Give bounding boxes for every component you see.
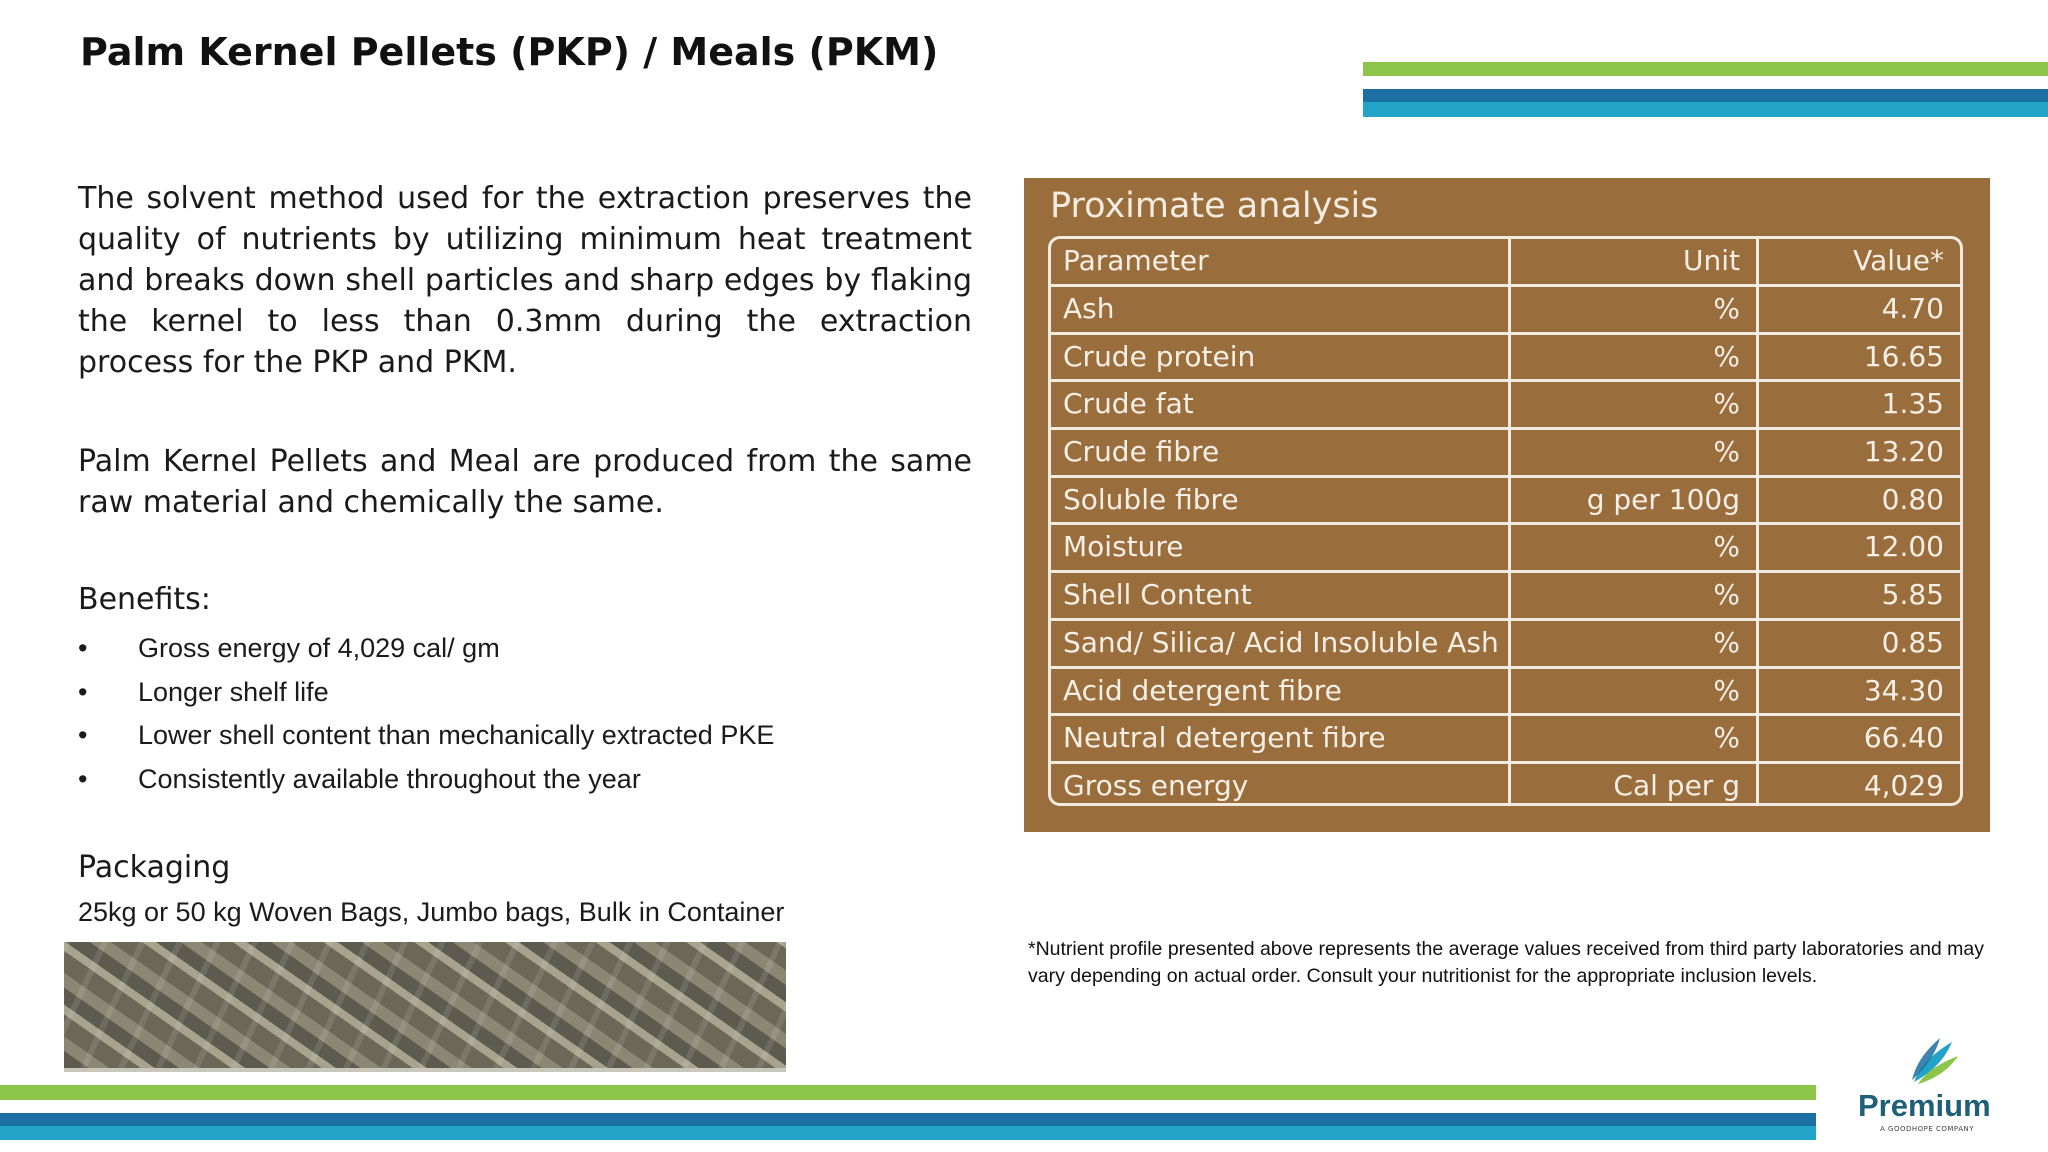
- table-header-row: [1051, 239, 1960, 284]
- unit-cell: %: [1511, 525, 1759, 570]
- top-green-stripe: [1363, 62, 2048, 76]
- parameter-cell: Acid detergent fibre: [1051, 669, 1511, 714]
- logo-tagline: A GOODHOPE COMPANY: [1880, 1125, 1975, 1133]
- footnote: *Nutrient profile presented above represents the average values received from third party laboratories and may vary depending on actual order. Consult your nutritionist for the appropriate inclusion levels.: [1028, 938, 1985, 987]
- parameter-cell: Gross energy: [1051, 764, 1511, 806]
- value-cell: 0.85: [1881, 625, 1944, 659]
- benefit-text: Consistently available throughout the year: [138, 763, 641, 794]
- proximate-analysis-panel: [1024, 178, 1990, 832]
- value-cell: 16.65: [1863, 339, 1944, 373]
- benefits-list: [78, 627, 838, 801]
- bottom-green-stripe: [0, 1085, 1816, 1100]
- header-parameter: Parameter: [1051, 239, 1511, 284]
- unit-cell: Cal per g: [1511, 764, 1759, 806]
- table-row: [1051, 618, 1960, 666]
- list-item: [78, 714, 838, 758]
- parameter-cell: Sand/ Silica/ Acid Insoluble Ash: [1051, 621, 1511, 666]
- parameter-cell: Crude fat: [1051, 382, 1511, 427]
- analysis-table: [1048, 236, 1963, 806]
- parameter-cell: Crude fibre: [1051, 430, 1511, 475]
- value-cell: 66.40: [1863, 721, 1944, 755]
- unit-cell: %: [1511, 716, 1759, 761]
- packaging-heading: Packaging: [78, 850, 231, 885]
- parameter-cell: Ash: [1051, 287, 1511, 332]
- parameter-cell: Neutral detergent fibre: [1051, 716, 1511, 761]
- unit-cell: %: [1511, 287, 1759, 332]
- leaf-icon: [1906, 1036, 1962, 1088]
- table-row: [1051, 570, 1960, 618]
- pellets-image: [64, 942, 786, 1072]
- parameter-cell: Crude protein: [1051, 335, 1511, 380]
- bullet-icon: •: [78, 720, 88, 750]
- value-cell: 4,029: [1863, 768, 1944, 802]
- top-teal-stripe: [1363, 102, 2048, 117]
- intro-paragraph-1: The solvent method used for the extraction preserves the quality of nutrients by utilizing minimum heat treatment and breaks down shell particles and sharp edges by flaking the kernel to less than 0.3mm during the extraction process for the PKP and PKM.: [78, 181, 972, 380]
- table-row: [1051, 522, 1960, 570]
- unit-cell: %: [1511, 335, 1759, 380]
- value-cell: 4.70: [1881, 292, 1944, 325]
- value-cell: 34.30: [1863, 673, 1944, 707]
- list-item: [78, 627, 838, 671]
- packaging-text: 25kg or 50 kg Woven Bags, Jumbo bags, Bulk in Container: [78, 897, 785, 927]
- page-title: Palm Kernel Pellets (PKP) / Meals (PKM): [80, 30, 939, 74]
- table-row: [1051, 713, 1960, 761]
- table-row: [1051, 332, 1960, 380]
- table-row: [1051, 379, 1960, 427]
- bottom-blue-stripe: [0, 1113, 1816, 1126]
- value-cell: 0.80: [1881, 482, 1944, 516]
- intro-paragraph-2: Palm Kernel Pellets and Meal are produced from the same raw material and chemically the same.: [78, 444, 972, 520]
- top-blue-stripe: [1363, 89, 2048, 102]
- list-item: [78, 758, 838, 802]
- unit-cell: %: [1511, 621, 1759, 666]
- benefit-text: Gross energy of 4,029 cal/ gm: [138, 633, 500, 663]
- table-row: [1051, 761, 1960, 806]
- table-row: [1051, 284, 1960, 332]
- unit-cell: %: [1511, 669, 1759, 714]
- header-unit: Unit: [1511, 239, 1759, 284]
- bullet-icon: •: [78, 763, 88, 794]
- value-cell: 13.20: [1863, 435, 1944, 469]
- benefits-heading: Benefits:: [78, 582, 211, 617]
- parameter-cell: Soluble fibre: [1051, 478, 1511, 523]
- value-cell: 1.35: [1881, 387, 1944, 421]
- premium-logo: [1854, 1036, 2016, 1136]
- benefit-text: Longer shelf life: [138, 676, 329, 707]
- unit-cell: %: [1511, 382, 1759, 427]
- value-cell: 5.85: [1881, 578, 1944, 612]
- logo-wordmark: Premium: [1858, 1088, 1991, 1123]
- intro-text: [78, 178, 972, 523]
- parameter-cell: Shell Content: [1051, 573, 1511, 618]
- unit-cell: g per 100g: [1511, 478, 1759, 523]
- list-item: [78, 671, 838, 715]
- unit-cell: %: [1511, 573, 1759, 618]
- table-row: [1051, 666, 1960, 714]
- header-value: Value*: [1853, 244, 1944, 277]
- benefit-text: Lower shell content than mechanically extracted PKE: [138, 720, 775, 750]
- bottom-teal-stripe: [0, 1126, 1816, 1140]
- parameter-cell: Moisture: [1051, 525, 1511, 570]
- bullet-icon: •: [78, 633, 88, 663]
- table-row: [1051, 475, 1960, 523]
- panel-title: Proximate analysis: [1050, 186, 1379, 226]
- unit-cell: %: [1511, 430, 1759, 475]
- value-cell: 12.00: [1863, 530, 1944, 564]
- bullet-icon: •: [78, 676, 88, 707]
- table-row: [1051, 427, 1960, 475]
